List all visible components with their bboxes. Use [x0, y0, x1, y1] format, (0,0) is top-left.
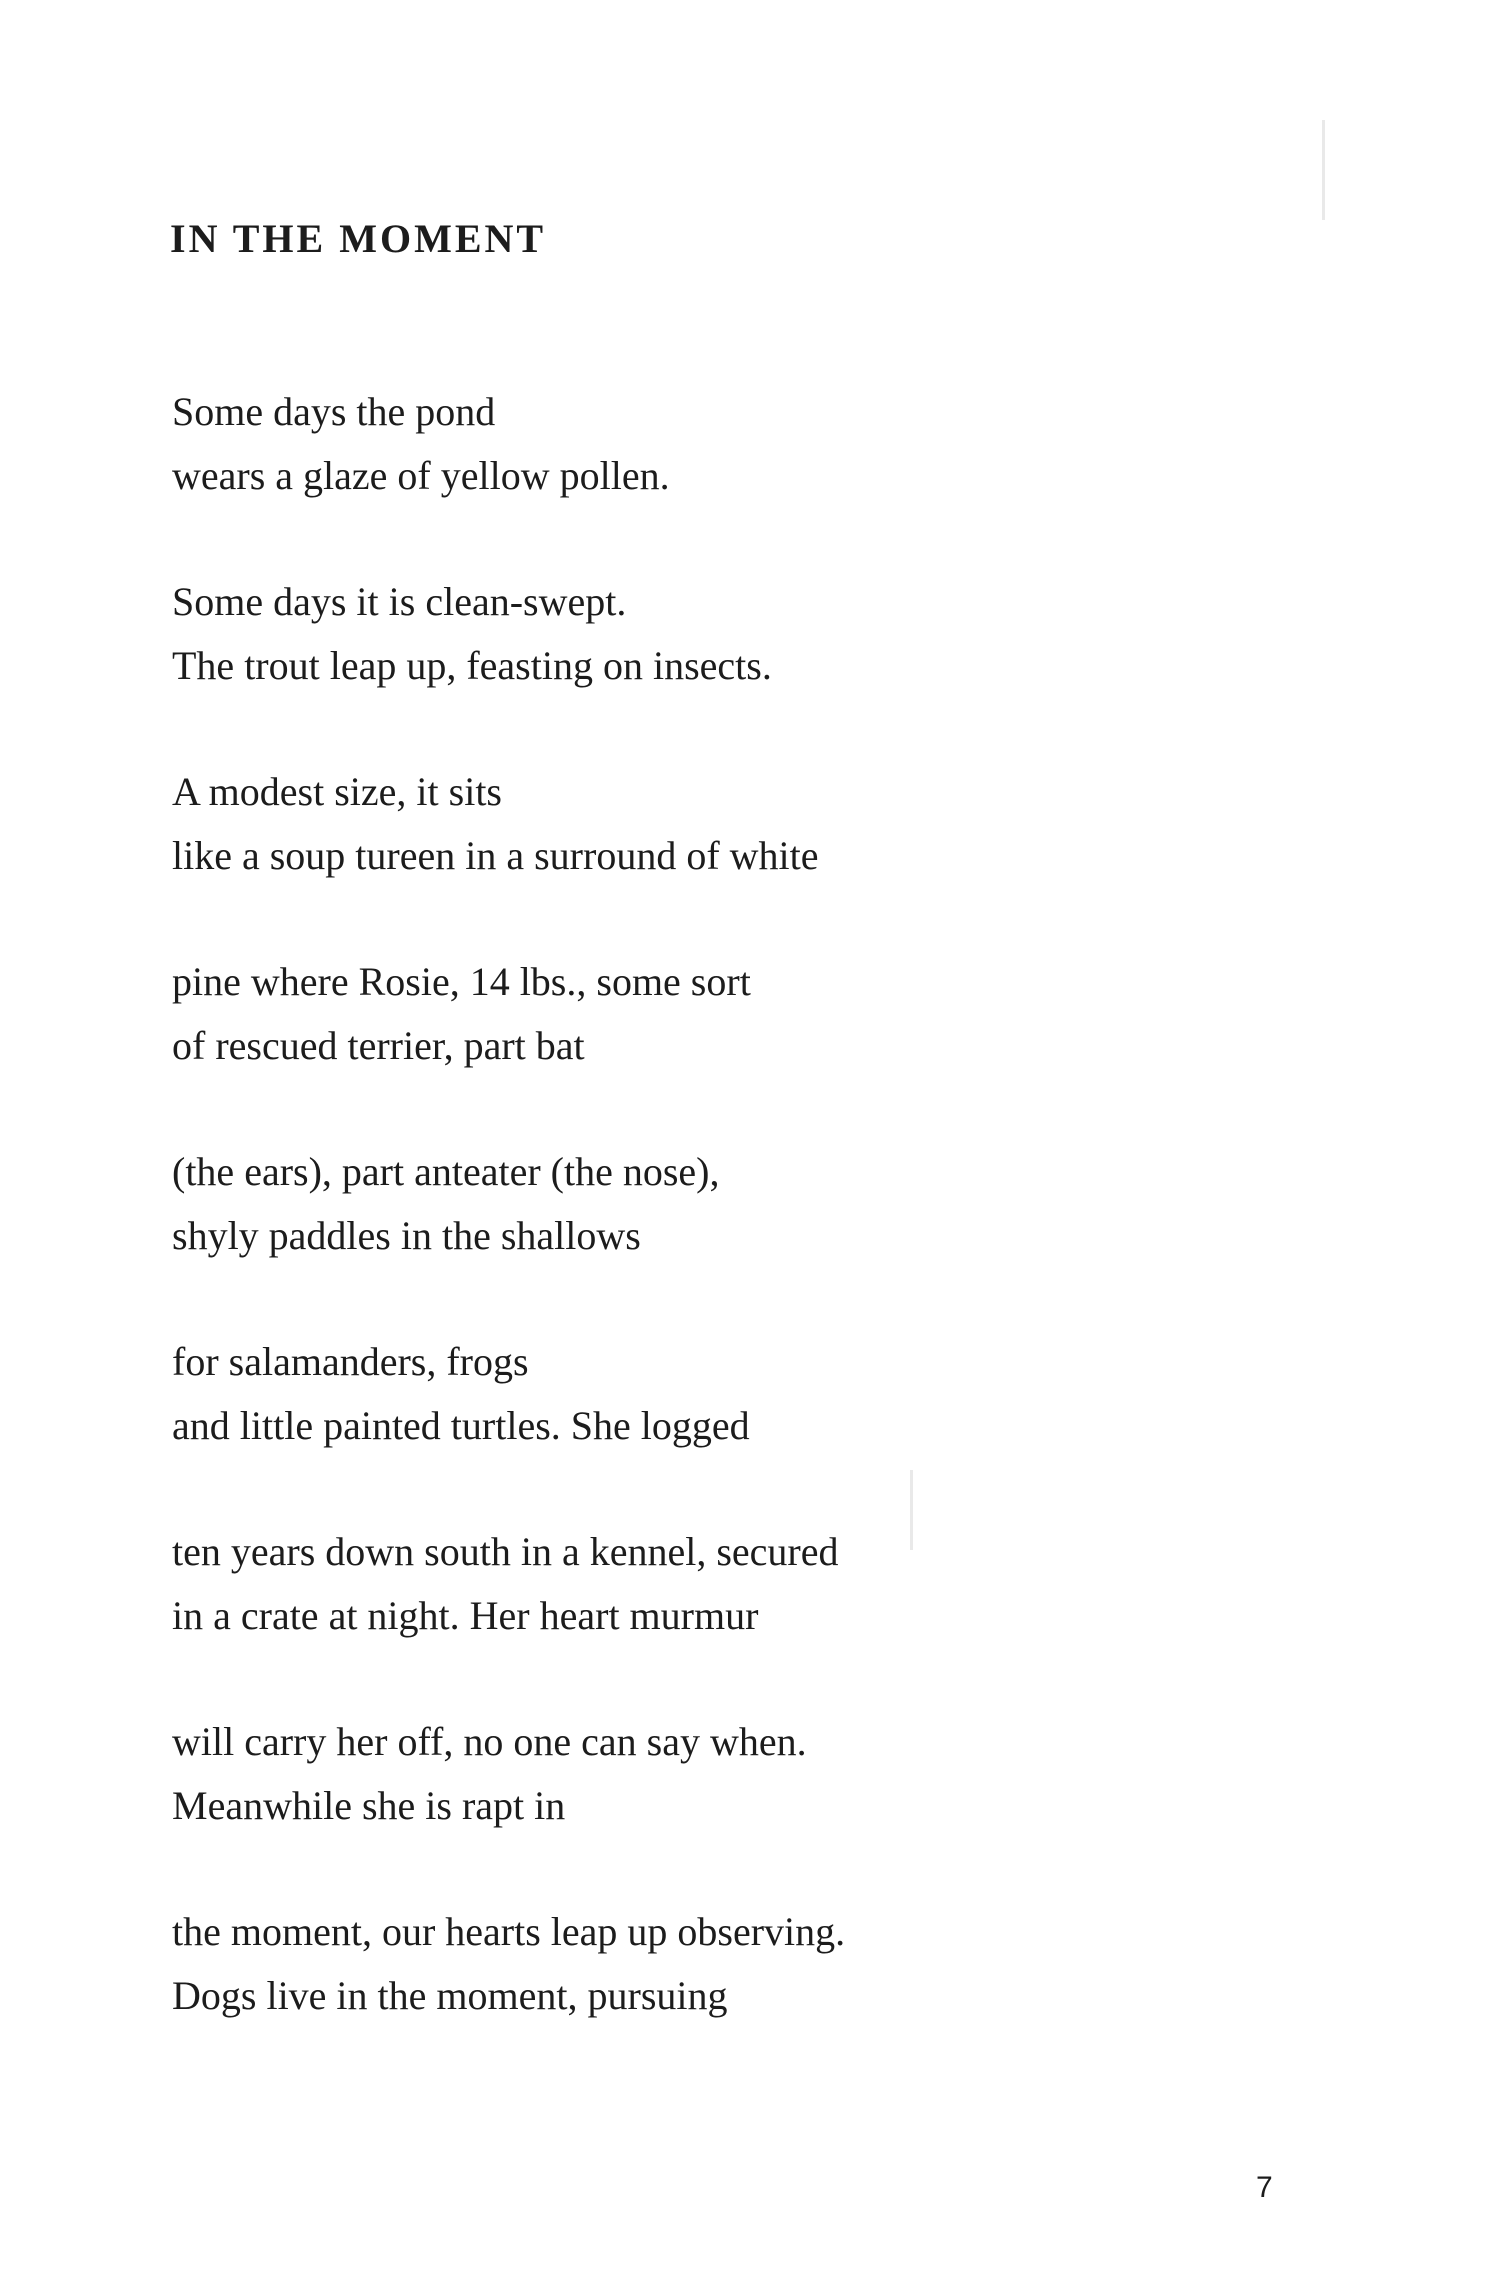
poem-line: and little painted turtles. She logged	[172, 1403, 750, 1448]
page-number: 7	[1256, 2171, 1273, 2204]
poem-line: pine where Rosie, 14 lbs., some sort	[172, 959, 751, 1004]
poem-body	[172, 380, 1272, 2090]
stanza	[172, 1330, 1272, 1520]
poem-line: in a crate at night. Her heart murmur	[172, 1593, 759, 1638]
poem-line: (the ears), part anteater (the nose),	[172, 1149, 720, 1194]
stanza	[172, 1710, 1272, 1900]
stanza	[172, 950, 1272, 1140]
poem-line: Some days the pond	[172, 389, 496, 434]
poem-line: Dogs live in the moment, pursuing	[172, 1973, 728, 2018]
poem-line: Meanwhile she is rapt in	[172, 1783, 566, 1828]
stanza	[172, 1520, 1272, 1710]
poem-line: The trout leap up, feasting on insects.	[172, 643, 772, 688]
poem-line: the moment, our hearts leap up observing.	[172, 1909, 846, 1954]
poem-line: like a soup tureen in a surround of white	[172, 833, 819, 878]
poem-line: Some days it is clean-swept.	[172, 579, 627, 624]
stanza	[172, 570, 1272, 760]
poem-line: wears a glaze of yellow pollen.	[172, 453, 670, 498]
poem-line: for salamanders, frogs	[172, 1339, 529, 1384]
stanza	[172, 760, 1272, 950]
stanza	[172, 380, 1272, 570]
poem-line: A modest size, it sits	[172, 769, 502, 814]
poem-line: shyly paddles in the shallows	[172, 1213, 641, 1258]
poem-title: IN THE MOMENT	[170, 215, 547, 261]
poem-line: will carry her off, no one can say when.	[172, 1719, 807, 1764]
scan-artifact	[1322, 120, 1325, 220]
stanza	[172, 1900, 1272, 2090]
poem-line: ten years down south in a kennel, secured	[172, 1529, 839, 1574]
stanza	[172, 1140, 1272, 1330]
poem-line: of rescued terrier, part bat	[172, 1023, 585, 1068]
